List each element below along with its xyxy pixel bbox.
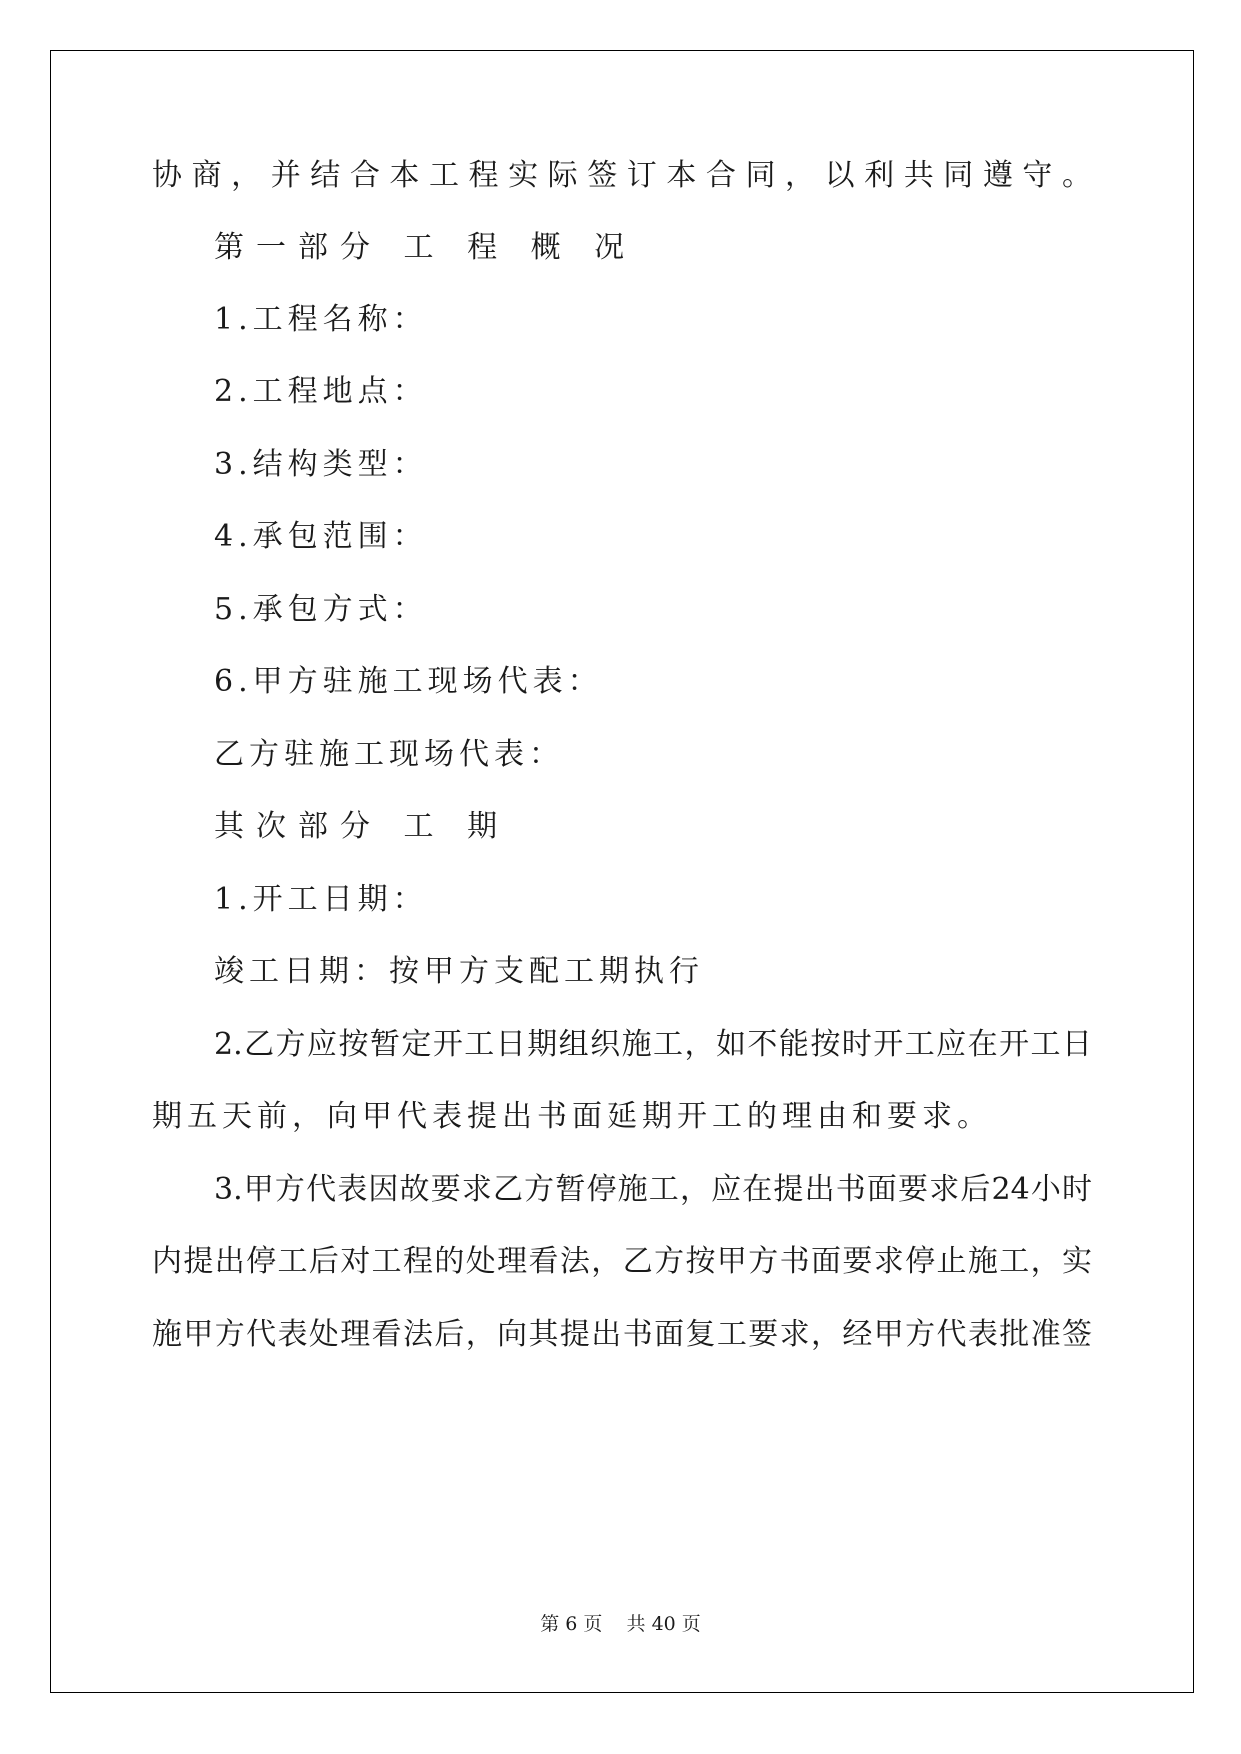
body-line-clause-2-b: 期五天前，向甲代表提出书面延期开工的理由和要求。 <box>152 1099 992 1134</box>
body-line-start-date: 1.开工日期： <box>214 882 428 917</box>
body-line-clause-3-b: 内提出停工后对工程的处理看法，乙方按甲方书面要求停止施工，实 <box>152 1244 1092 1279</box>
body-line-clause-3-c: 施甲方代表处理看法后，向其提出书面复工要求，经甲方代表批准签 <box>152 1317 1092 1352</box>
page-border <box>50 50 1194 1693</box>
body-line-structure-type: 3.结构类型： <box>214 447 428 482</box>
page-number-footer: 第 6 页 共 40 页 <box>540 1613 701 1635</box>
body-line-completion-date: 竣工日期：按甲方支配工期执行 <box>214 954 704 989</box>
body-line-project-name: 1.工程名称： <box>214 302 428 337</box>
body-line-contract-method: 5.承包方式： <box>214 592 428 627</box>
body-line-1: 协商，并结合本工程实际签订本合同，以利共同遵守。 <box>152 158 1092 193</box>
section-heading-2: 其次部分 工 期 <box>214 809 510 844</box>
body-line-party-a-rep: 6.甲方驻施工现场代表： <box>214 664 603 699</box>
body-line-party-b-rep: 乙方驻施工现场代表： <box>214 737 564 772</box>
body-line-project-location: 2.工程地点： <box>214 374 428 409</box>
body-line-contract-scope: 4.承包范围： <box>214 519 428 554</box>
section-heading-1: 第一部分 工 程 概 况 <box>214 230 637 265</box>
body-line-clause-3-a: 3.甲方代表因故要求乙方暂停施工，应在提出书面要求后24小时 <box>214 1172 1092 1207</box>
body-line-clause-2-a: 2.乙方应按暂定开工日期组织施工，如不能按时开工应在开工日 <box>214 1027 1092 1062</box>
